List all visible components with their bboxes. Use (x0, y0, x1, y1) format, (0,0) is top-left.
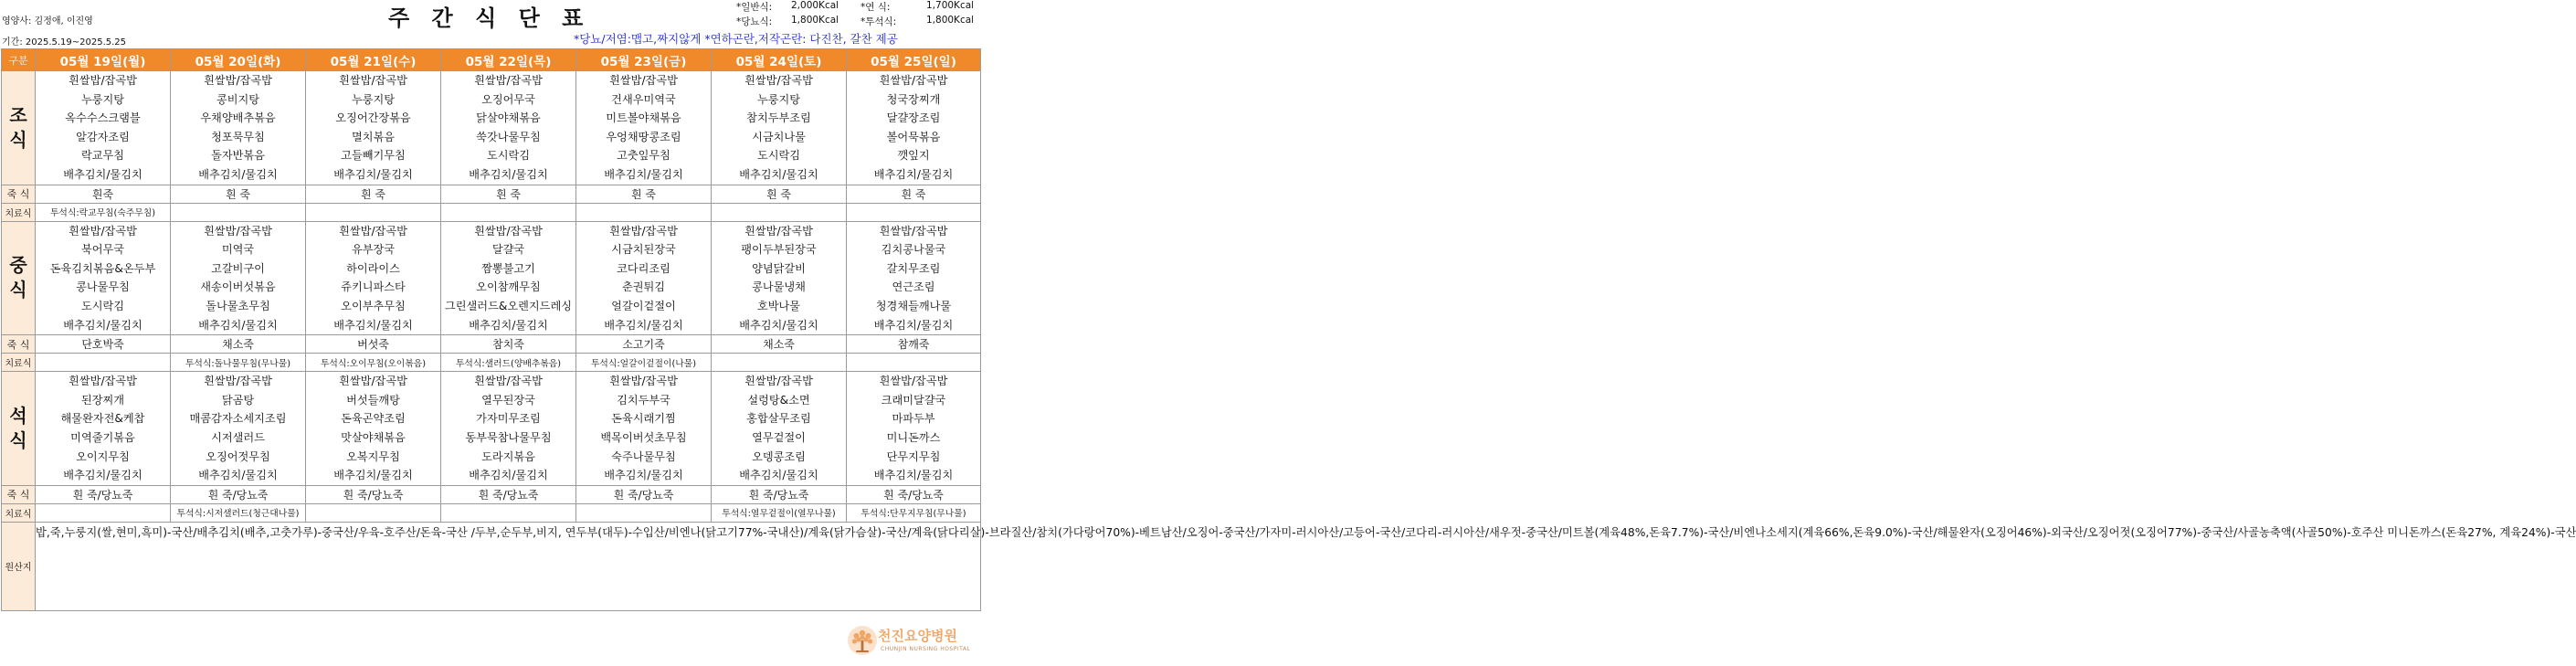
menu-item: 갈치무조림 (886, 261, 941, 275)
meal-row (2, 372, 981, 486)
menu-item: 춘권튀김 (621, 280, 666, 294)
menu-cell (712, 372, 847, 486)
menu-item: 미역국 (221, 243, 255, 257)
menu-period: 기간: 2025.5.19~2025.5.25 (2, 37, 127, 48)
therapy-label: 치료식 (2, 203, 36, 221)
menu-cell (171, 221, 306, 335)
menu-item: 누룽지탕 (80, 92, 125, 106)
menu-item: 흰쌀밥/잡곡밥 (69, 375, 137, 388)
menu-item: 흰쌀밥/잡곡밥 (609, 375, 678, 388)
menu-item: 버섯들깨탕 (346, 393, 400, 407)
therapy-cell: 투석식:얼갈이겉절이(나물) (576, 354, 712, 372)
menu-item: 콩나물무침 (76, 280, 130, 294)
logo-name: 천진요양병원 (878, 628, 957, 644)
menu-item: 배추김치/물김치 (873, 469, 954, 482)
menu-item: 옥수수스크램블 (65, 111, 141, 125)
kcal-label-general: *일반식: (736, 2, 773, 13)
therapy-cell: 투석식:락교무침(숙주무침) (36, 203, 171, 221)
day-header: 05월 22일(목) (441, 49, 576, 71)
therapy-cell: 투석식:열무겉절이(열무나물) (712, 503, 847, 522)
tree-icon (847, 625, 878, 656)
menu-item: 시저샐러드 (211, 430, 265, 444)
dietitian-names: 영양사: 김정애, 이진영 (2, 16, 93, 26)
menu-item: 양념닭갈비 (752, 261, 806, 275)
menu-item: 흰쌀밥/잡곡밥 (474, 74, 543, 87)
menu-cell (36, 221, 171, 335)
porridge-cell: 참치죽 (441, 335, 576, 354)
menu-item: 깻잎지 (897, 149, 930, 163)
therapy-cell: 투석식:오이무침(오이볶음) (306, 354, 441, 372)
menu-item: 우채양배추볶음 (200, 111, 276, 125)
porridge-row (2, 335, 981, 354)
day-header: 05월 24일(토) (712, 49, 847, 71)
menu-item: 배추김치/물김치 (873, 167, 954, 181)
menu-item: 동부묵참나물무침 (465, 430, 552, 444)
porridge-cell: 흰 죽 (576, 185, 712, 203)
menu-cell (576, 372, 712, 486)
menu-item: 락교무침 (80, 149, 125, 163)
menu-item: 홍합살무조림 (746, 412, 811, 426)
menu-item: 마파두부 (892, 412, 935, 426)
therapy-cell (847, 203, 981, 221)
menu-item: 배추김치/물김치 (739, 318, 818, 332)
menu-item: 흰쌀밥/잡곡밥 (744, 375, 813, 388)
menu-item: 돈육김치볶음&온두부 (49, 261, 156, 275)
menu-item: 콩비지탕 (216, 92, 260, 106)
menu-item: 호박나물 (756, 299, 801, 312)
meal-label (2, 71, 36, 185)
menu-cell (712, 221, 847, 335)
menu-item: 누룽지탕 (351, 92, 396, 106)
kcal-value-soft: 1,700Kcal (926, 0, 975, 11)
menu-item: 흰쌀밥/잡곡밥 (609, 224, 678, 238)
menu-cell (847, 372, 981, 486)
porridge-cell: 참깨죽 (847, 335, 981, 354)
menu-item: 배추김치/물김치 (469, 318, 548, 332)
menu-item: 청포묵무침 (211, 130, 265, 143)
porridge-label: 죽 식 (2, 335, 36, 354)
meal-label-char: 식 (9, 279, 27, 301)
menu-item: 도시락김 (756, 149, 801, 163)
menu-item: 열무겉절이 (752, 430, 806, 444)
porridge-label: 죽 식 (2, 485, 36, 503)
menu-cell (576, 71, 712, 185)
diet-notice: *당뇨/저염:맵고,짜지않게 *연하곤란,저작곤란: 다진찬, 갈찬 제공 (574, 32, 898, 46)
menu-item: 맛살야채볶음 (341, 430, 406, 444)
menu-cell (441, 71, 576, 185)
menu-item: 고갈비구이 (211, 261, 265, 275)
menu-item: 배추김치/물김치 (604, 469, 683, 482)
menu-item: 배추김치/물김치 (63, 167, 143, 181)
menu-cell (36, 71, 171, 185)
meal-label-char: 중 (9, 254, 27, 277)
menu-item: 배추김치/물김치 (198, 469, 278, 482)
menu-item: 참치두부조림 (746, 111, 811, 125)
menu-item: 달걀장조림 (886, 111, 941, 125)
menu-cell (441, 372, 576, 486)
menu-item: 흰쌀밥/잡곡밥 (879, 74, 948, 87)
porridge-cell: 흰 죽/당뇨죽 (306, 485, 441, 503)
menu-item: 새송이버섯볶음 (200, 280, 276, 294)
porridge-cell: 채소죽 (171, 335, 306, 354)
menu-cell (441, 221, 576, 335)
therapy-row (2, 203, 981, 221)
menu-item: 청국장찌개 (886, 92, 941, 106)
menu-item: 시금치나물 (752, 130, 806, 143)
kcal-value-diabetic: 1,800Kcal (791, 15, 839, 26)
therapy-label: 치료식 (2, 503, 36, 522)
menu-item: 고춧잎무침 (617, 149, 670, 163)
day-header: 05월 20일(화) (171, 49, 306, 71)
menu-cell (171, 372, 306, 486)
menu-item: 오뎅콩조림 (752, 449, 806, 463)
menu-table-body (2, 49, 2576, 611)
meal-row (2, 221, 981, 335)
kcal-value-dialysis: 1,800Kcal (926, 15, 975, 26)
meal-label-char: 조 (9, 103, 27, 126)
day-header: 05월 19일(월) (36, 49, 171, 71)
menu-item: 짬뽕불고기 (481, 261, 535, 275)
day-header: 05월 23일(금) (576, 49, 712, 71)
menu-item: 흰쌀밥/잡곡밥 (474, 375, 543, 388)
menu-item: 배추김치/물김치 (333, 318, 413, 332)
porridge-cell: 채소죽 (712, 335, 847, 354)
therapy-cell: 투석식:돌나물무침(무나물) (171, 354, 306, 372)
menu-item: 유부장국 (351, 243, 396, 257)
porridge-cell: 버섯죽 (306, 335, 441, 354)
kcal-label-dialysis: *투석식: (860, 16, 897, 27)
menu-item: 볼어묵볶음 (886, 130, 941, 143)
therapy-label: 치료식 (2, 354, 36, 372)
menu-item: 김치콩나물국 (881, 243, 946, 257)
hospital-logo (847, 623, 980, 660)
kcal-label-soft: *연 식: (860, 2, 891, 13)
porridge-cell: 흰 죽 (171, 185, 306, 203)
menu-item: 배추김치/물김치 (333, 469, 413, 482)
menu-item: 배추김치/물김치 (63, 318, 143, 332)
menu-item: 건새우미역국 (611, 92, 676, 106)
menu-item: 돌나물초무침 (206, 299, 270, 312)
meal-row (2, 71, 981, 185)
menu-item: 북어무국 (80, 243, 125, 257)
therapy-cell (847, 354, 981, 372)
meal-label (2, 221, 36, 335)
meal-label-char: 식 (9, 428, 27, 451)
meal-label (2, 372, 36, 486)
porridge-cell: 흰 죽/당뇨죽 (712, 485, 847, 503)
porridge-cell: 흰 죽 (847, 185, 981, 203)
weekly-menu-table (1, 48, 2576, 611)
menu-item: 누룽지탕 (756, 92, 801, 106)
therapy-cell (36, 503, 171, 522)
origin-label: 원산지 (2, 522, 36, 610)
menu-item: 도라지볶음 (481, 449, 535, 463)
menu-item: 배추김치/물김치 (469, 469, 548, 482)
menu-item: 배추김치/물김치 (333, 167, 413, 181)
menu-item: 김치두부국 (617, 393, 670, 407)
porridge-cell: 흰죽 (36, 185, 171, 203)
menu-item: 흰쌀밥/잡곡밥 (204, 224, 272, 238)
menu-item: 오이부추무침 (341, 299, 406, 312)
therapy-cell (712, 354, 847, 372)
menu-item: 흰쌀밥/잡곡밥 (204, 74, 272, 87)
menu-item: 오이지무침 (76, 449, 130, 463)
menu-item: 닭살야채볶음 (476, 111, 541, 125)
menu-item: 오이참깨무침 (476, 280, 541, 294)
menu-item: 된장찌개 (80, 393, 125, 407)
porridge-cell: 흰 죽/당뇨죽 (36, 485, 171, 503)
therapy-cell (576, 203, 712, 221)
menu-item: 돈육곤약조림 (341, 412, 406, 426)
menu-item: 배추김치/물김치 (63, 469, 143, 482)
menu-item: 흰쌀밥/잡곡밥 (204, 375, 272, 388)
origin-row (2, 522, 981, 610)
logo-subtitle: CHUNJIN NURSING HOSPITAL (881, 646, 971, 652)
page-title: 주 간 식 단 표 (388, 5, 591, 31)
menu-cell (847, 221, 981, 335)
therapy-cell: 투석식:샐러드(양배추볶음) (441, 354, 576, 372)
menu-item: 배추김치/물김치 (469, 167, 548, 181)
menu-cell (306, 71, 441, 185)
menu-item: 달걀국 (491, 243, 525, 257)
menu-item: 가자미무조림 (476, 412, 541, 426)
porridge-row (2, 485, 981, 503)
meal-label-char: 석 (9, 404, 27, 427)
menu-item: 쑥갓나물무침 (476, 130, 541, 143)
menu-item: 청경채들깨나물 (875, 299, 952, 312)
menu-item: 시금치된장국 (611, 243, 676, 257)
menu-item: 알감자조림 (76, 130, 130, 143)
page-header (0, 0, 986, 48)
kcal-label-diabetic: *당뇨식: (736, 16, 773, 27)
menu-item: 설렁탕&소면 (747, 393, 810, 407)
menu-item: 흰쌀밥/잡곡밥 (69, 74, 137, 87)
porridge-cell: 소고기죽 (576, 335, 712, 354)
menu-cell (171, 71, 306, 185)
menu-item: 매콤감자소세지조림 (189, 412, 287, 426)
porridge-cell: 흰 죽/당뇨죽 (441, 485, 576, 503)
menu-item: 돈육시래기찜 (611, 412, 676, 426)
menu-item: 숙주나물무침 (611, 449, 676, 463)
day-header: 05월 25일(일) (847, 49, 981, 71)
header-corner: 구분 (2, 49, 36, 71)
menu-cell (576, 221, 712, 335)
porridge-cell: 흰 죽/당뇨죽 (576, 485, 712, 503)
porridge-label: 죽 식 (2, 185, 36, 203)
menu-item: 배추김치/물김치 (198, 167, 278, 181)
menu-item: 미트볼야채볶음 (606, 111, 681, 125)
therapy-row (2, 354, 981, 372)
porridge-cell: 흰 죽 (306, 185, 441, 203)
kcal-value-general: 2,000Kcal (791, 0, 839, 11)
therapy-cell (441, 203, 576, 221)
menu-item: 열무된장국 (481, 393, 535, 407)
porridge-cell: 단호박죽 (36, 335, 171, 354)
therapy-cell (712, 203, 847, 221)
therapy-cell: 투석식:시저샐러드(청근대나물) (171, 503, 306, 522)
therapy-cell (171, 203, 306, 221)
menu-item: 흰쌀밥/잡곡밥 (339, 74, 407, 87)
menu-item: 흰쌀밥/잡곡밥 (609, 74, 678, 87)
menu-item: 도시락김 (486, 149, 531, 163)
menu-item: 크래미달걀국 (881, 393, 946, 407)
porridge-cell: 흰 죽/당뇨죽 (171, 485, 306, 503)
menu-item: 그린샐러드&오렌지드레싱 (444, 299, 572, 312)
menu-item: 배추김치/물김치 (198, 318, 278, 332)
menu-item: 흰쌀밥/잡곡밥 (339, 224, 407, 238)
menu-cell (306, 221, 441, 335)
menu-item: 해물완자전&케찹 (60, 412, 145, 426)
therapy-cell (576, 503, 712, 522)
menu-item: 도시락김 (80, 299, 125, 312)
menu-item: 우엉채땅콩조림 (606, 130, 681, 143)
origin-text: 밥,죽,누룽지(쌀,현미,흑미)-국산/배추김치(배추,고춧가루)-중국산/우육-호주산/돈육-국산 /두부,순두부,비지, 연두부(대두)-수입산/비엔나(닭고기77%-국내산)/계육(닭가슴살)-국산/계육(닭다리살)-브라질산/참치(가다랑어70%)-베트남산/오징어-중국산/가자미-러시아산/고등어-국산/코다리-러시아산/새우젓-중국산/미트볼(계육48%,돈육7.7%)-국산/비엔나소세지(계육66%,돈육9.0%)-국산/해물완자(오징어46%)-외국산/오징어젓(오징어77%)-중국산/사골농축액(사골50%)-호주산 미니돈까스(돈육27%, 계육24%)-국산 (36, 522, 981, 610)
menu-item: 단무지무침 (886, 449, 941, 463)
menu-item: 흰쌀밥/잡곡밥 (339, 375, 407, 388)
menu-item: 닭곰탕 (221, 393, 255, 407)
menu-item: 오징어간장볶음 (335, 111, 411, 125)
menu-item: 콩나물냉채 (752, 280, 806, 294)
therapy-row (2, 503, 981, 522)
porridge-cell: 흰 죽 (441, 185, 576, 203)
menu-item: 고들빼기무침 (341, 149, 406, 163)
menu-item: 하이라이스 (346, 261, 400, 275)
therapy-cell (441, 503, 576, 522)
meal-label-char: 식 (9, 128, 27, 151)
header-row (2, 49, 981, 71)
menu-item: 오징어젓무침 (206, 449, 270, 463)
menu-item: 흰쌀밥/잡곡밥 (879, 224, 948, 238)
menu-item: 배추김치/물김치 (739, 167, 818, 181)
menu-item: 흰쌀밥/잡곡밥 (879, 375, 948, 388)
menu-item: 흰쌀밥/잡곡밥 (744, 74, 813, 87)
menu-item: 배추김치/물김치 (604, 167, 683, 181)
therapy-cell (306, 503, 441, 522)
menu-item: 미니돈까스 (886, 430, 941, 444)
menu-item: 멸치볶음 (351, 130, 396, 143)
menu-item: 팽이두부된장국 (741, 243, 817, 257)
menu-item: 쥬키니파스타 (341, 280, 406, 294)
menu-cell (847, 71, 981, 185)
menu-item: 돌자반볶음 (211, 149, 265, 163)
menu-cell (712, 71, 847, 185)
therapy-cell: 투석식:단무지무침(무나물) (847, 503, 981, 522)
menu-cell (306, 372, 441, 486)
menu-item: 오징어무국 (481, 92, 535, 106)
menu-item: 배추김치/물김치 (739, 469, 818, 482)
menu-item: 백목이버섯초무침 (600, 430, 687, 444)
menu-item: 얼갈이겉절이 (611, 299, 676, 312)
menu-item: 배추김치/물김치 (873, 318, 954, 332)
menu-item: 흰쌀밥/잡곡밥 (474, 224, 543, 238)
menu-item: 미역줄기볶음 (70, 430, 135, 444)
porridge-cell: 흰 죽/당뇨죽 (847, 485, 981, 503)
menu-item: 오복지무침 (346, 449, 400, 463)
therapy-cell (306, 203, 441, 221)
menu-item: 흰쌀밥/잡곡밥 (744, 224, 813, 238)
day-header: 05월 21일(수) (306, 49, 441, 71)
porridge-row (2, 185, 981, 203)
menu-item: 배추김치/물김치 (604, 318, 683, 332)
menu-cell (36, 372, 171, 486)
menu-item: 코다리조림 (617, 261, 670, 275)
menu-item: 연근조림 (892, 280, 935, 294)
therapy-cell (36, 354, 171, 372)
porridge-cell: 흰 죽 (712, 185, 847, 203)
menu-item: 흰쌀밥/잡곡밥 (69, 224, 137, 238)
